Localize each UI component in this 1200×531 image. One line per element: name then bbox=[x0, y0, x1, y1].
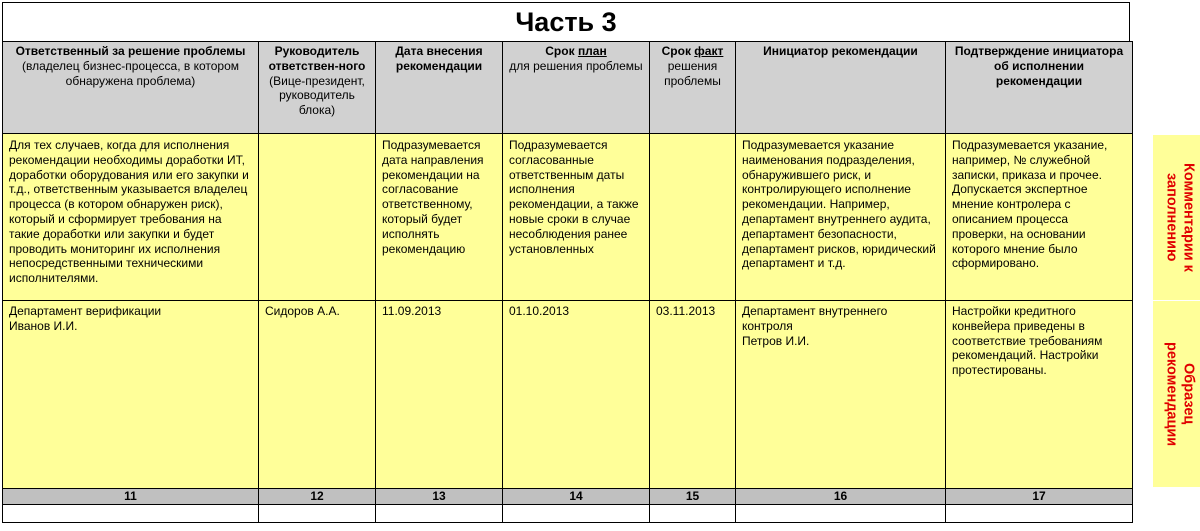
header-col16 bbox=[736, 42, 946, 134]
column-number: 13 bbox=[376, 489, 503, 505]
header-col13 bbox=[376, 42, 503, 134]
blank-cell bbox=[503, 505, 650, 523]
header-col15-subtitle: решения проблемы bbox=[664, 58, 721, 88]
sample-col16-person: Петров И.И. bbox=[742, 333, 810, 348]
comment-col14: Подразумевается согласованные ответственным даты исполнения рекомендации, а также новые сроки в случае несоблюдения ранее установленных bbox=[503, 134, 650, 301]
header-col17-title: Подтверждение инициатора об исполнении рекомендации bbox=[954, 44, 1124, 88]
sample-col11-department: Департамент верификации bbox=[9, 304, 162, 318]
blank-cell bbox=[259, 505, 376, 523]
sample-col13: 11.09.2013 bbox=[376, 301, 503, 489]
comment-col15 bbox=[650, 134, 736, 301]
header-col13-title: Дата внесения рекомендации bbox=[395, 44, 483, 73]
comment-col12 bbox=[259, 134, 376, 301]
header-col12-subtitle: (Вице-президент, руководитель блока) bbox=[269, 73, 365, 118]
side-label-comments-text: Комментарии к заполнению bbox=[1163, 163, 1197, 272]
page-title: Часть 3 bbox=[2, 2, 1130, 42]
comment-col16: Подразумевается указание наименования подразделения, обнаружившего риск, и контролирующего исполнение рекомендации. Например, департамент внутреннего аудита, департамент безопасности, департамент рисков, юридический департамент и т.д. bbox=[736, 134, 946, 301]
column-number: 15 bbox=[650, 489, 736, 505]
sample-col14: 01.10.2013 bbox=[503, 301, 650, 489]
blank-cell bbox=[736, 505, 946, 523]
sample-col17: Настройки кредитного конвейера приведены в соответствие требованиям рекомендаций. Настройки протестированы. bbox=[946, 301, 1133, 489]
header-col15-prefix: Срок bbox=[661, 44, 695, 58]
header-col14-prefix: Срок bbox=[545, 44, 578, 58]
header-col11-subtitle: (владелец бизнес-процесса, в котором обнаружена проблема) bbox=[21, 58, 240, 88]
sample-col11 bbox=[3, 301, 259, 489]
side-label-comments bbox=[1153, 135, 1200, 300]
header-col14-underlined: план bbox=[577, 44, 607, 58]
column-number-row bbox=[3, 489, 1133, 505]
header-col16-title: Инициатор рекомендации bbox=[763, 44, 918, 58]
comments-row bbox=[3, 134, 1133, 301]
header-row bbox=[3, 42, 1133, 134]
header-col14 bbox=[503, 42, 650, 134]
header-col12 bbox=[259, 42, 376, 134]
blank-cell bbox=[650, 505, 736, 523]
column-number: 14 bbox=[503, 489, 650, 505]
sample-col12: Сидоров А.А. bbox=[259, 301, 376, 489]
comment-col11: Для тех случаев, когда для исполнения рекомендации необходимы доработки ИТ, доработки оборудования или его закупки и т.д., ответственным указывается владелец процесса (в котором обнаружен риск), который и сформирует требования на такие доработки или закупки и будет проводить мониторинг их исполнения непосредственными техническими исполнителями. bbox=[3, 134, 259, 301]
column-number: 12 bbox=[259, 489, 376, 505]
column-number: 17 bbox=[946, 489, 1133, 505]
header-col12-title: Руководитель ответствен-ного bbox=[268, 44, 366, 73]
sample-col16-department: Департамент внутреннего контроля bbox=[742, 304, 888, 333]
header-col11 bbox=[3, 42, 259, 134]
blank-cell bbox=[946, 505, 1133, 523]
header-col14-subtitle: для решения проблемы bbox=[509, 58, 643, 73]
blank-cell bbox=[376, 505, 503, 523]
header-col15-underlined: факт bbox=[694, 44, 724, 58]
comment-col13: Подразумевается дата направления рекомендации на согласование ответственному, который будет исполнять рекомендацию bbox=[376, 134, 503, 301]
blank-row bbox=[3, 505, 1133, 523]
blank-cell bbox=[3, 505, 259, 523]
side-label-sample-text: Образец рекомендации bbox=[1163, 341, 1197, 447]
sample-col16 bbox=[736, 301, 946, 489]
column-number: 16 bbox=[736, 489, 946, 505]
recommendation-table bbox=[2, 41, 1133, 523]
sample-row bbox=[3, 301, 1133, 489]
side-label-sample bbox=[1153, 301, 1200, 487]
column-number: 11 bbox=[3, 489, 259, 505]
header-col17 bbox=[946, 42, 1133, 134]
header-col11-title: Ответственный за решение проблемы bbox=[15, 44, 246, 58]
header-col15 bbox=[650, 42, 736, 134]
comment-col17: Подразумевается указание, например, № служебной записки, приказа и прочее. Допускается экспертное мнение контролера с описанием процесса проверки, на основании которого мнение было сформировано. bbox=[946, 134, 1133, 301]
sample-col11-person: Иванов И.И. bbox=[9, 318, 78, 333]
sample-col15: 03.11.2013 bbox=[650, 301, 736, 489]
